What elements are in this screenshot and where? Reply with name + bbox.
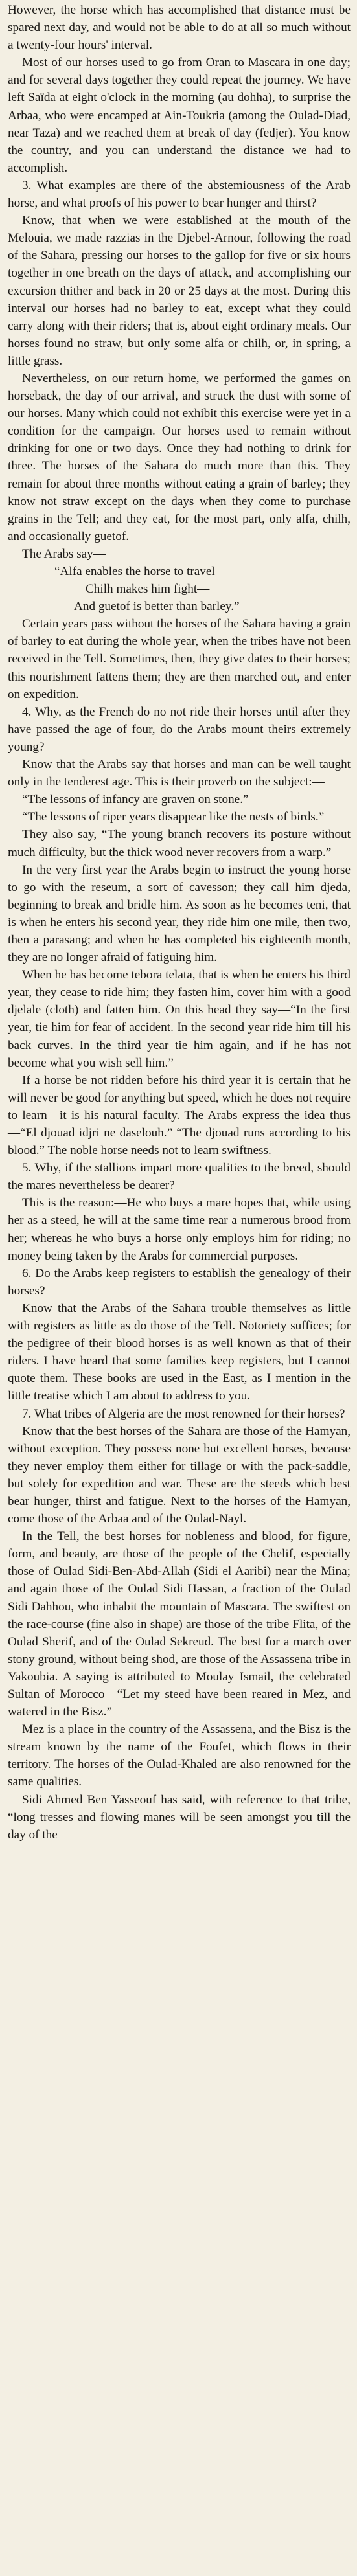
paragraph: Know that the Arabs say that horses and man can be well taught only in the tenderest age. This is their proverb on the subject:— — [8, 758, 351, 789]
paragraph: Know that the Arabs of the Sahara trouble themselves as little with registers as little as do those of the Tell. Notoriety suffices; for the pedigree of their blood horses is as well known as that of their riders. I have heard that some families keep registers, but I cannot quote them. These books are used in the East, as I mention in the little treatise which I am about to address to you. — [8, 1301, 351, 1403]
paragraph: They also say, “The young branch recovers its posture without much difficulty, but the thick wood never recovers from a warp.” — [8, 828, 351, 859]
paragraph: Mez is a place in the country of the Assassena, and the Bisz is the stream known by the name of the Foufet, which flows in their territory. The horses of the Oulad-Khaled are also renowned for the same qualities. — [8, 1723, 351, 1789]
paragraph: If a horse be not ridden before his third year it is certain that he will never be good for anything but speed, which he does not require to learn—it is his natural faculty. The Arabs express the idea thus—“El djouad idjri ne daselouh.” “The djouad runs according to his blood.” The noble horse needs not to learn swiftness. — [8, 1073, 351, 1158]
paragraph: In the very first year the Arabs begin to instruct the young horse to go with the reseum, a sort of cavesson; they call him djeda, beginning to break and bridle him. As soon as he becomes teni, that is when he enters his second year, they ride him one mile, then two, then a parasang; and when he has completed his eighteenth month, they are no longer afraid of fatiguing him. — [8, 863, 351, 965]
question-paragraph: 7. What tribes of Algeria are the most renowned for their horses? — [22, 1407, 345, 1421]
proverb-line: “The lessons of infancy are graven on stone.” — [22, 793, 249, 807]
paragraph: The Arabs say— — [22, 547, 106, 561]
paragraph: Sidi Ahmed Ben Yasseouf has said, with reference to that tribe, “long tresses and flowing manes will be seen amongst you till the day of the — [8, 1792, 351, 1842]
paragraph: When he has become tebora telata, that is when he enters his third year, they cease to ride him; they fasten him, cover him with a good djelale (cloth) and fatten him. On this head they say—“In the first year, tie him for fear of accident. In the second year ride him till his back curves. In the third year tie him again, and if he has not become what you wish sell him.” — [8, 968, 351, 1070]
verse-line: Chilh makes him fight— — [86, 582, 210, 596]
paragraph: Certain years pass without the horses of the Sahara having a grain of barley to eat during the whole year, when the tribes have not been received in the Tell. Sometimes, then, they give dates to their horses; this nourishment fattens them; they are then marched out, and enter on expedition. — [8, 617, 351, 701]
question-paragraph: 4. Why, as the French do no not ride their horses until after they have passed the age of four, do the Arabs mount theirs extremely young? — [8, 705, 351, 754]
paragraph: Most of our horses used to go from Oran to Mascara in one day; and for several days together they could repeat the journey. We have left Saïda at eight o'clock in the morning (au dohha), to surprise the Arbaa, who were encamped at Ain-Toukria (among the Oulad-Diad, near Taza) and we reached them at break of day (fedjer). You know the country, and you can understand the distance we had to accomplish. — [8, 56, 351, 175]
paragraph: Know that the best horses of the Sahara are those of the Hamyan, without exception. They possess none but excellent horses, because they never employ them either for tillage or with the pack-saddle, but solely for expedition and war. These are the steeds which best bear hunger, thirst and fatigue. Next to the horses of the Hamyan, come those of the Arbaa and of the Oulad-Nayl. — [8, 1424, 351, 1526]
paragraph: This is the reason:—He who buys a mare hopes that, while using her as a steed, he will at the same time rear a numerous brood from her; whereas he who buys a horse only employs him for riding; no money being taken by the Arabs for commercial purposes. — [8, 1196, 351, 1263]
proverb-line: “The lessons of riper years disappear like the nests of birds.” — [22, 810, 325, 824]
paragraph: Know, that when we were established at the mouth of the Melouia, we made razzias in the Djebel-Arnour, following the road of the Sahara, pressing our horses to the gallop for five or six hours together in one breath on the days of attack, and accomplishing our excursion thither and back in 20 or 25 days at the most. During this interval our horses had no barley to eat, except what they could carry along with their riders; that is, about eight ordinary meals. Our horses found no straw, but only some alfa or chilh, or, in spring, a little grass. — [8, 214, 351, 368]
question-paragraph: 6. Do the Arabs keep registers to establish the genealogy of their horses? — [8, 1266, 351, 1298]
verse-line: “Alfa enables the horse to travel— — [54, 565, 227, 578]
paragraph: In the Tell, the best horses for nobleness and blood, for figure, form, and beauty, are those of the people of the Chelif, especially those of Oulad Sidi-Ben-Abd-Allah (Sidi el Aaribi) near the Mina; and again those of the Oulad Sidi Hassan, a fraction of the Oulad Sidi Dahhou, who inhabit the mountain of Mascara. The swiftest on the race-course (fine also in shape) are those of the tribe Flita, of the Oulad Sherif, and of the Oulad Sekreud. The best for a march over stony ground, without being shod, are those of the Assassena tribe in Yakoubia. A saying is attributed to Moulay Ismail, the celebrated Sultan of Morocco—“Let my steed have been reared in Mez, and watered in the Bisz.” — [8, 1530, 351, 1719]
question-paragraph: 5. Why, if the stallions impart more qualities to the breed, should the mares nevertheless be dearer? — [8, 1161, 351, 1193]
paragraph: Nevertheless, on our return home, we performed the games on horseback, the day of our arrival, and struck the dust with some of our horses. Many which could not exhibit this exercise were yet in a condition for the campaign. Our horses used to remain without drinking for one or two days. Once they had nothing to drink for three. The horses of the Sahara do much more than this. They remain for about three months without eating a grain of barley; they know not straw except on the days when they come to purchase grains in the Tell; and they eat, for the most part, only alfa, chilh, and occasionally guetof. — [8, 371, 351, 543]
question-paragraph: 3. What examples are there of the abstemiousness of the Arab horse, and what proofs of his power to bear hunger and thirst? — [8, 178, 351, 210]
paragraph: However, the horse which has accomplished that distance must be spared next day, and would not be able to do at all so much without a twenty-four hours' interval. — [8, 3, 351, 52]
verse-line: And guetof is better than barley.” — [74, 600, 240, 614]
text-column — [8, 1, 351, 1844]
